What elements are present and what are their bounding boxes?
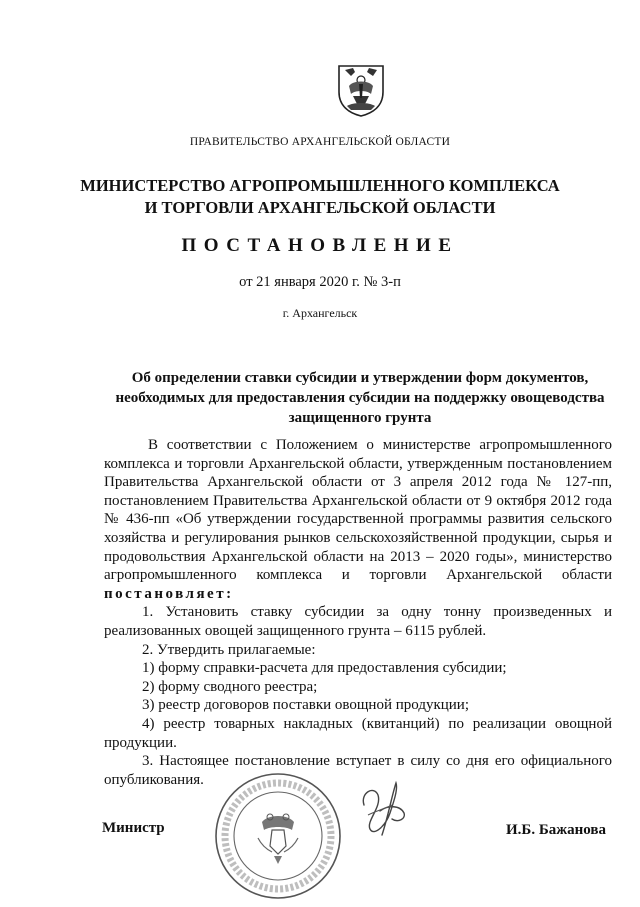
coat-of-arms-icon bbox=[333, 62, 389, 118]
item-2-4: 4) реестр товарных накладных (квитанций) по реализации овощной продукции. bbox=[104, 715, 612, 751]
subject-line-3: защищенного грунта bbox=[288, 410, 432, 426]
item-1: 1. Установить ставку субсидии за одну тонну произведенных и реализованных овощей защищенного грунта – 6115 рублей. bbox=[104, 604, 612, 639]
ministry-name bbox=[0, 175, 640, 219]
government-name: ПРАВИТЕЛЬСТВО АРХАНГЕЛЬСКОЙ ОБЛАСТИ bbox=[189, 136, 451, 148]
preamble-text: В соответствии с Положением о министерстве агропромышленного комплекса и торговли Архангельской области, утвержденным постановлением Правительства Архангельской области от 3 апреля 2012 года № 127-пп, постановлением Правительства Архангельской области от 9 октября 2012 года № 436-пп «Об утверждении государственной программы развития сельского хозяйства и регулирования рынков сельскохозяйственной продукции, сырья и продовольствия Архангельской области на 2013 – 2020 годы», министерство агропромышленного комплекса и торговли Архангельской области bbox=[104, 437, 612, 584]
ministry-line-1: МИНИСТЕРСТВО АГРОПРОМЫШЛЕННОГО КОМПЛЕКСА bbox=[80, 176, 560, 195]
preamble-paragraph bbox=[104, 436, 612, 603]
item-2-3: 3) реестр договоров поставки овощной продукции; bbox=[142, 697, 470, 714]
item-2: 2. Утвердить прилагаемые: bbox=[142, 641, 316, 658]
signature-icon bbox=[352, 775, 412, 845]
signatory-position: Министр bbox=[102, 820, 165, 836]
decree-word: постановляет: bbox=[104, 585, 234, 602]
document-type: ПОСТАНОВЛЕНИЕ bbox=[181, 235, 459, 256]
ministry-line-2: И ТОРГОВЛИ АРХАНГЕЛЬСКОЙ ОБЛАСТИ bbox=[144, 198, 496, 217]
document-body bbox=[104, 436, 612, 789]
item-2-1: 1) форму справки-расчета для предоставления субсидии; bbox=[142, 660, 507, 677]
subject-line-1: Об определении ставки субсидии и утверждении форм документов, bbox=[131, 370, 589, 386]
document-subject bbox=[90, 368, 630, 428]
city: г. Архангельск bbox=[282, 306, 358, 320]
item-3: 3. Настоящее постановление вступает в силу со дня его официального опубликования. bbox=[104, 753, 612, 788]
date-and-number: от 21 января 2020 г. № 3-п bbox=[239, 274, 401, 290]
subject-line-2: необходимых для предоставления субсидии на поддержку овощеводства bbox=[115, 390, 605, 406]
signatory-name: И.Б. Бажанова bbox=[506, 822, 606, 838]
item-2-2: 2) форму сводного реестра; bbox=[142, 678, 318, 695]
official-seal-icon bbox=[212, 770, 344, 902]
